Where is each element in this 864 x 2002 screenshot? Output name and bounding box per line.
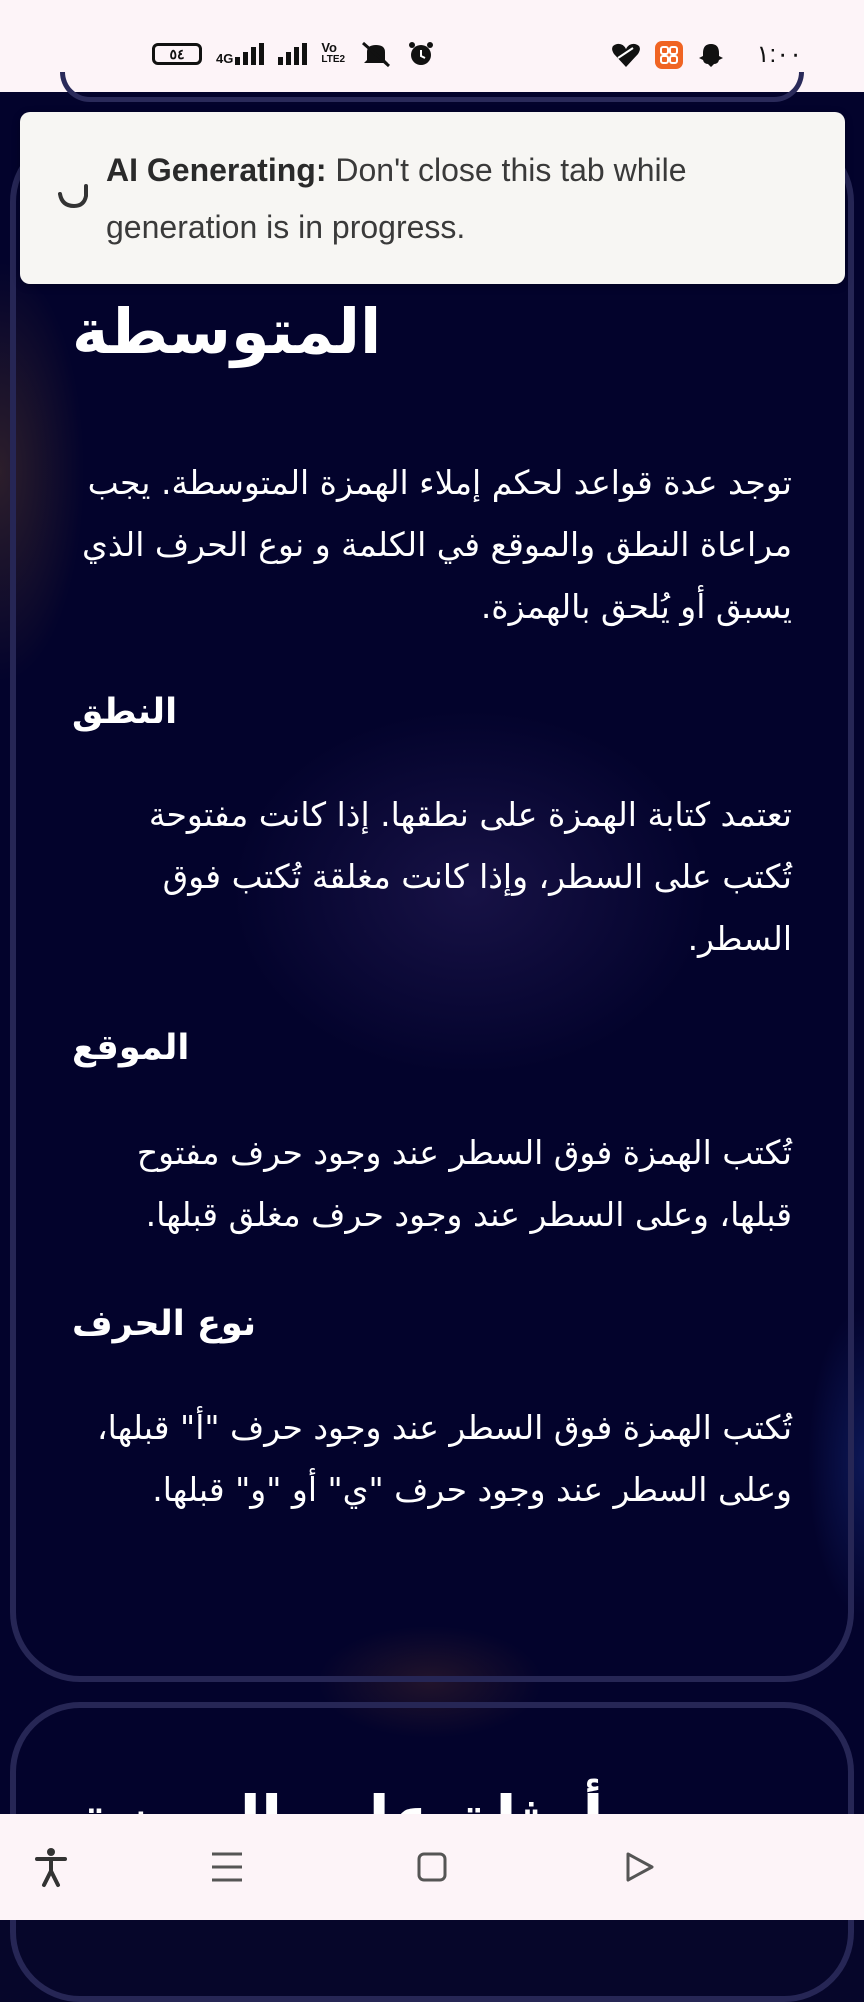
volte-icon [321,42,345,66]
home-icon[interactable] [407,1842,457,1892]
app-notification-icon [655,41,683,69]
article-intro: توجد عدة قواعد لحكم إملاء الهمزة المتوسطة. يجب مراعاة النطق والموقع في الكلمة و نوع الحرف الذي يسبق أو يُلحق بالهمزة. [82,463,792,626]
section-heading-letter-type: نوع الحرف [72,1304,256,1344]
toast-message [106,142,816,256]
volte-top: Vo [321,40,337,55]
volte-bottom: LTE2 [321,54,346,65]
status-icons-left [152,40,435,68]
battery-level: ٥٤ [169,45,185,62]
previous-card-edge [60,72,804,102]
network-type: 4G [216,51,234,66]
battery-icon [152,43,202,65]
accessibility-icon[interactable] [26,1842,76,1892]
section-heading-pronunciation: النطق [72,692,178,732]
snapchat-icon [697,41,725,69]
clock: ١:٠٠ [756,41,802,68]
section-body-position: تُكتب الهمزة فوق السطر عند وجود حرف مفتوح قبلها، وعلى السطر عند وجود حرف مغلق قبلها. [136,1133,792,1234]
system-nav-bar [0,1814,864,1920]
heart-app-icon [611,42,641,68]
section-heading-position: الموقع [72,1028,190,1068]
alarm-icon [407,40,435,68]
ai-generating-toast [20,112,845,284]
loading-spinner-icon [54,172,94,212]
section-body-letter-type: تُكتب الهمزة فوق السطر عند وجود حرف "أ" قبلها، وعلى السطر عند وجود حرف "ي" أو "و" قبلها. [96,1408,792,1509]
status-icons-right [611,40,802,69]
back-icon[interactable] [614,1842,664,1892]
toast-label: AI Generating: [106,152,327,188]
article-title: المتوسطة [72,295,382,368]
page-content [0,92,864,1814]
mute-icon [359,40,393,68]
toast-body: Don't close this tab while generation is in progress. [106,152,687,245]
recents-icon[interactable] [202,1842,252,1892]
network-signal-icon [216,43,264,65]
signal-bars-icon [278,43,307,65]
section-body-pronunciation: تعتمد كتابة الهمزة على نطقها. إذا كانت مفتوحة تُكتب على السطر، وإذا كانت مغلقة تُكتب فوق السطر. [148,795,792,958]
